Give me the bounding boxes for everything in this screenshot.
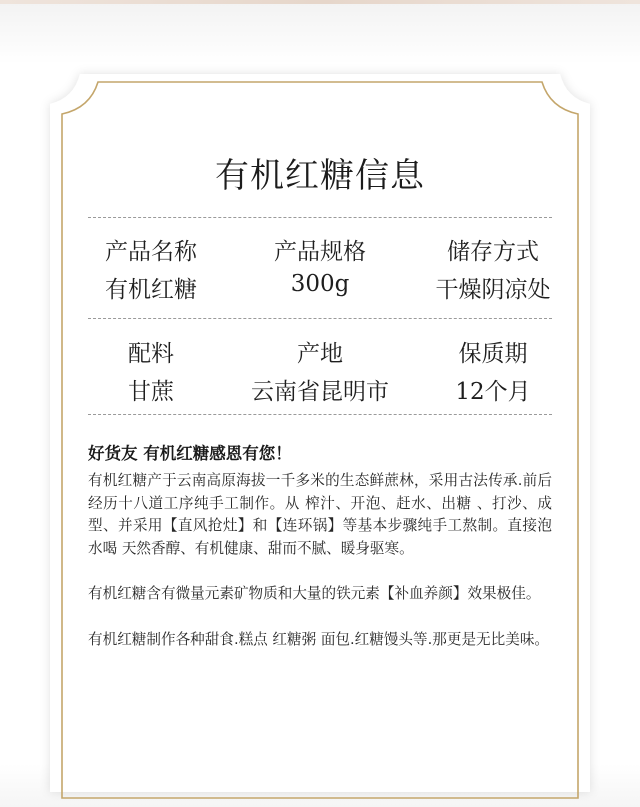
section-heading: 好货友 有机红糖感恩有您！: [88, 444, 292, 463]
header-origin: 产地: [297, 341, 343, 367]
page-title: 有机红糖信息: [215, 156, 425, 196]
value-ingredients: 甘蔗: [128, 379, 174, 405]
value-origin: 云南省昆明市: [251, 379, 389, 405]
usage-paragraph: 有机红糖制作各种甜食.糕点 红糖粥 面包.红糖馒头等.那更是无比美味。: [88, 631, 550, 648]
value-product-spec: 300g: [290, 271, 350, 297]
divider: [88, 318, 552, 319]
header-storage: 储存方式: [447, 239, 539, 265]
value-storage: 干燥阴凉处: [435, 277, 551, 303]
header-ingredients: 配料: [128, 341, 174, 367]
header-product-spec: 产品规格: [274, 239, 366, 265]
value-shelf-life: 12个月: [455, 379, 531, 405]
header-product-name: 产品名称: [105, 239, 197, 265]
divider: [88, 217, 552, 218]
divider: [88, 414, 552, 415]
nutrition-paragraph: 有机红糖含有微量元素矿物质和大量的铁元素【补血养颜】效果极佳。: [88, 585, 541, 602]
header-shelf-life: 保质期: [458, 341, 528, 367]
description-paragraph: 有机红糖产于云南高原海拔一千多米的生态鲜蔗林，采用古法传承.前后经历十八道工序纯手工制作。从 榨汁、开泡、赶水、出糖 、打沙、成型、并采用【直风抢灶】和【连环锅】等基本步骤纯手工熬制。直接泡水喝 天然香醇、有机健康、甜而不腻、暖身驱寒。: [88, 472, 552, 557]
value-product-name: 有机红糖: [105, 277, 197, 303]
